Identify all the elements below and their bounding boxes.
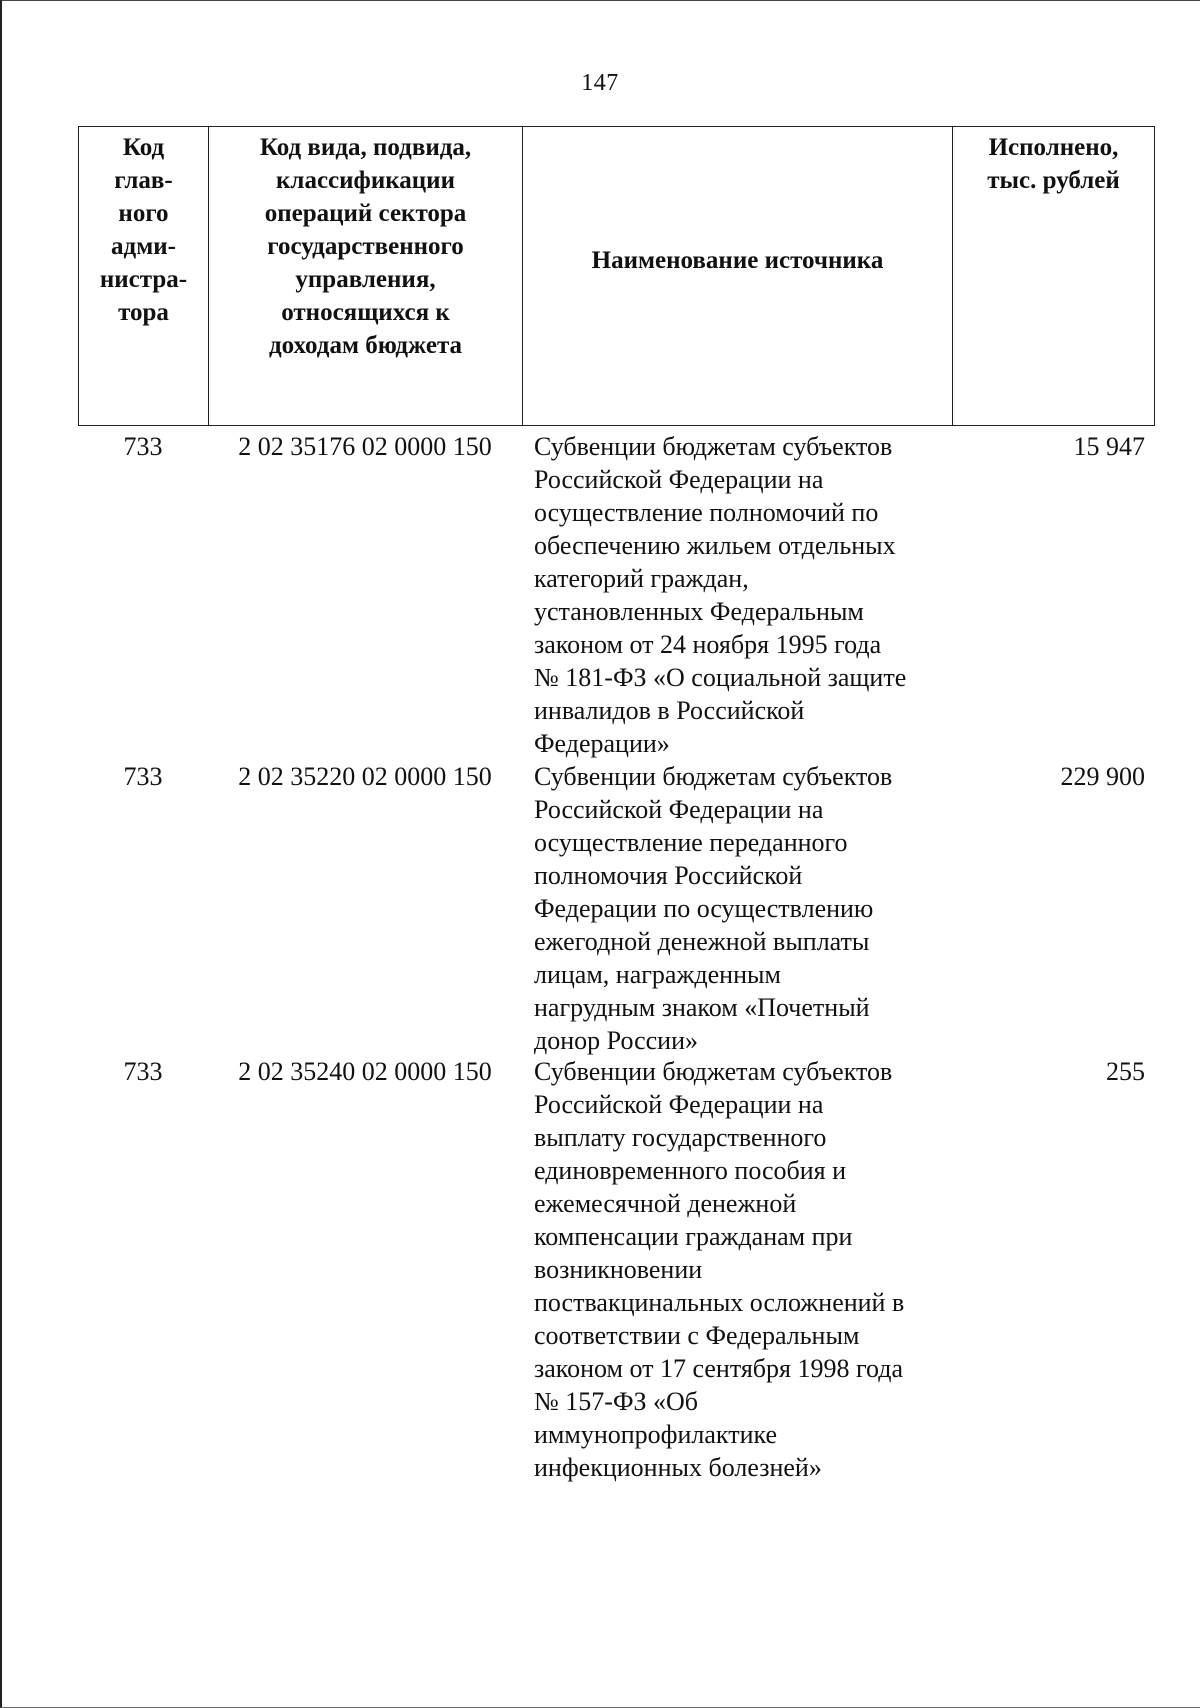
header-admin-code: Код глав- ного адми- нистра- тора <box>79 127 209 425</box>
table-header <box>78 126 1155 426</box>
header-source-name: Наименование источника <box>523 127 953 425</box>
row-admin-code: 733 <box>123 762 163 791</box>
row-classification-code: 2 02 35240 02 0000 150 <box>238 1057 492 1086</box>
row-classification-code: 2 02 35220 02 0000 150 <box>238 762 492 791</box>
row-description: Субвенции бюджетам субъектов Российской Федерации на осуществление переданного полномочия Российской Федерации по осуществлению ежегодной денежной выплаты лицам, награжденным нагрудным знаком «Почетный донор России» <box>534 762 893 1055</box>
row-description: Субвенции бюджетам субъектов Российской Федерации на осуществление полномочий по обеспечению жильем отдельных категорий граждан, установленных Федеральным законом от 24 ноября 1995 года № 181-ФЗ «О социальной защите инвалидов в Российской Федерации» <box>534 432 907 758</box>
row-amount: 229 900 <box>1060 762 1145 791</box>
header-classification-code: Код вида, подвида, классификации операций сектора государственного управления, относящихся к доходам бюджета <box>209 127 523 425</box>
page-number: 147 <box>581 70 619 96</box>
row-description: Субвенции бюджетам субъектов Российской Федерации на выплату государственного единовременного пособия и ежемесячной денежной компенсации гражданам при возникновении поствакцинальных осложнений в соответствии с Федеральным законом от 17 сентября 1998 года № 157-ФЗ «Об иммунопрофилактике инфекционных болезней» <box>534 1057 905 1482</box>
row-admin-code: 733 <box>123 432 163 461</box>
row-classification-code: 2 02 35176 02 0000 150 <box>238 432 492 461</box>
row-admin-code: 733 <box>123 1057 163 1086</box>
row-amount: 255 <box>1106 1057 1145 1086</box>
header-executed: Исполнено, тыс. рублей <box>987 134 1120 194</box>
row-amount: 15 947 <box>1073 432 1145 461</box>
